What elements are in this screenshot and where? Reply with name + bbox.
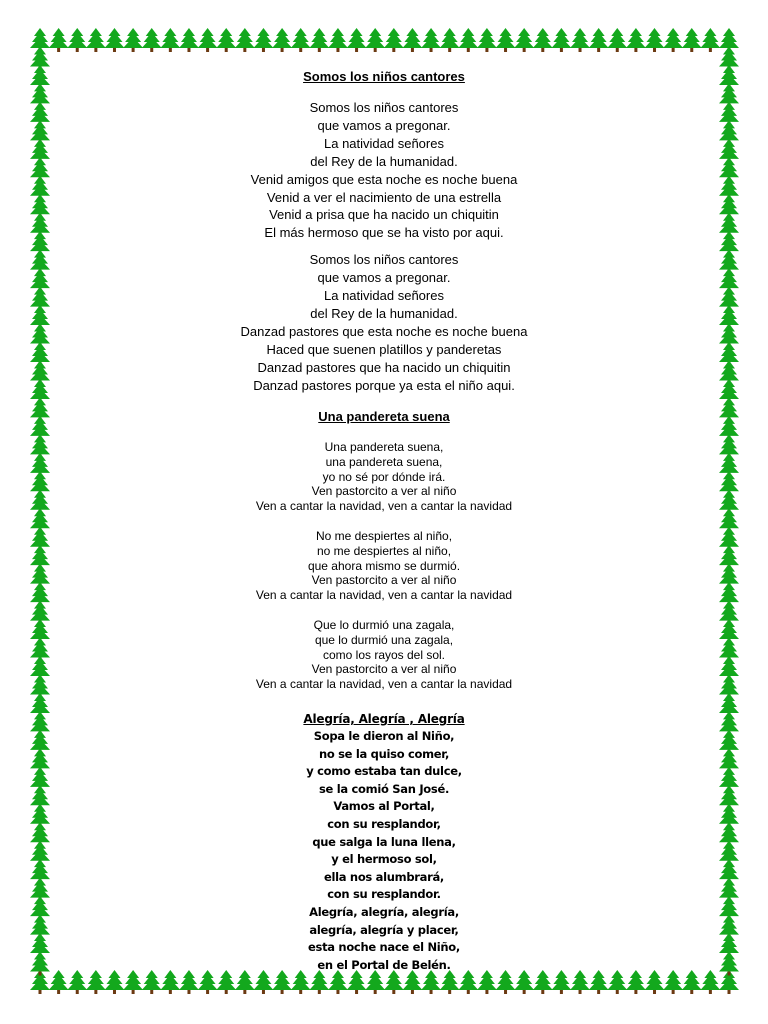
lyric-line: Ven a cantar la navidad, ven a cantar la navidad <box>255 588 513 603</box>
song-title: Somos los niños cantores <box>303 69 465 84</box>
tree-icon <box>626 28 646 52</box>
lyric-line: que vamos a pregonar. <box>317 117 451 133</box>
song-alegria <box>60 710 708 974</box>
tree-icon <box>551 28 571 52</box>
tree-icon <box>719 952 739 976</box>
lyric-line: con su resplandor. <box>327 887 441 902</box>
stanza <box>60 251 708 394</box>
tree-icon <box>384 28 404 52</box>
tree-icon <box>49 28 69 52</box>
lyric-line: yo no sé por dónde irá. <box>322 469 446 484</box>
lyric-line: una pandereta suena, <box>325 454 443 469</box>
tree-icon <box>440 28 460 52</box>
tree-icon <box>30 952 50 976</box>
tree-icon <box>514 28 534 52</box>
lyric-line: Haced que suenen platillos y panderetas <box>266 341 502 357</box>
tree-icon <box>496 28 516 52</box>
lyric-line: Ven pastorcito a ver al niño <box>311 662 457 677</box>
lyric-line: Que lo durmió una zagala, <box>313 617 455 632</box>
tree-icon <box>347 28 367 52</box>
lyric-line: no se la quiso comer, <box>318 746 450 761</box>
lyric-line: Alegría, alegría, alegría, <box>309 904 459 919</box>
stanza <box>60 440 708 514</box>
lyric-line: La natividad señores <box>324 135 444 151</box>
lyric-line: Venid a ver el nacimiento de una estrella <box>266 189 502 205</box>
tree-icon <box>663 28 683 52</box>
tree-icon <box>272 28 292 52</box>
lyric-line: y como estaba tan dulce, <box>306 764 462 779</box>
tree-icon <box>179 28 199 52</box>
tree-icon <box>533 28 553 52</box>
lyric-line: Venid amigos que esta noche es noche buena <box>250 171 518 187</box>
lyric-line: y el hermoso sol, <box>331 852 437 867</box>
lyric-line: ella nos alumbrará, <box>323 869 445 884</box>
tree-icon <box>86 28 106 52</box>
tree-icon <box>682 28 702 52</box>
song-title: Una pandereta suena <box>318 409 450 424</box>
stanza <box>60 99 708 242</box>
song-somos-los-ninos-cantores <box>60 68 708 395</box>
tree-icon <box>216 28 236 52</box>
lyric-line: Ven pastorcito a ver al niño <box>311 573 457 588</box>
lyric-line: alegría, alegría y placer, <box>309 922 459 937</box>
lyric-line: Danzad pastores que ha nacido un chiquitin <box>257 359 511 375</box>
stanza <box>60 728 708 974</box>
lyric-line: con su resplandor, <box>327 816 441 831</box>
tree-icon <box>67 28 87 52</box>
tree-icon <box>402 28 422 52</box>
tree-icon <box>607 28 627 52</box>
lyric-line: esta noche nace el Niño, <box>308 940 460 955</box>
tree-icon <box>458 28 478 52</box>
tree-icon <box>123 28 143 52</box>
tree-icon <box>328 28 348 52</box>
tree-icon <box>309 28 329 52</box>
lyric-line: se la comió San José. <box>318 781 450 796</box>
tree-icon <box>421 28 441 52</box>
tree-icon <box>570 28 590 52</box>
lyric-line: del Rey de la humanidad. <box>310 153 458 169</box>
lyric-line: Ven a cantar la navidad, ven a cantar la navidad <box>255 677 513 692</box>
tree-icon <box>589 28 609 52</box>
stanza <box>60 618 708 692</box>
lyric-line: La natividad señores <box>324 288 444 304</box>
tree-icon <box>365 28 385 52</box>
lyric-line: El más hermoso que se ha visto por aqui. <box>264 225 504 241</box>
tree-icon <box>477 28 497 52</box>
tree-icon <box>104 28 124 52</box>
tree-icon <box>700 28 720 52</box>
lyric-line: Ven a cantar la navidad, ven a cantar la navidad <box>255 499 513 514</box>
lyric-line: no me despiertes al niño, <box>316 543 452 558</box>
lyric-line: No me despiertes al niño, <box>315 528 453 543</box>
lyric-line: del Rey de la humanidad. <box>310 305 458 321</box>
lyric-line: Danzad pastores porque ya esta el niño aqui. <box>253 377 515 393</box>
tree-icon <box>645 28 665 52</box>
lyric-line: Ven pastorcito a ver al niño <box>311 484 457 499</box>
lyric-line: Vamos al Portal, <box>333 799 435 814</box>
tree-icon <box>253 28 273 52</box>
lyric-line: en el Portal de Belén. <box>317 957 451 972</box>
lyric-line: Una pandereta suena, <box>324 440 444 454</box>
tree-icon <box>160 28 180 52</box>
tree-icon <box>198 28 218 52</box>
lyric-line: que ahora mismo se durmió. <box>307 558 461 573</box>
song-una-pandereta-suena <box>60 408 708 692</box>
lyric-line: que lo durmió una zagala, <box>314 632 454 647</box>
lyric-line: que vamos a pregonar. <box>317 270 451 286</box>
lyric-line: que salga la luna llena, <box>312 834 456 849</box>
lyric-line: Somos los niños cantores <box>309 100 459 115</box>
lyric-line: como los rayos del sol. <box>322 647 446 662</box>
tree-icon <box>291 28 311 52</box>
tree-icon <box>142 28 162 52</box>
tree-icon <box>235 28 255 52</box>
song-title: Alegría, Alegría , Alegría <box>303 712 465 726</box>
lyric-line: Venid a prisa que ha nacido un chiquitin <box>269 207 499 223</box>
lyric-line: Sopa le dieron al Niño, <box>313 729 455 743</box>
lyric-line: Somos los niños cantores <box>309 252 459 268</box>
stanza <box>60 529 708 603</box>
lyric-line: Danzad pastores que esta noche es noche buena <box>240 323 528 339</box>
